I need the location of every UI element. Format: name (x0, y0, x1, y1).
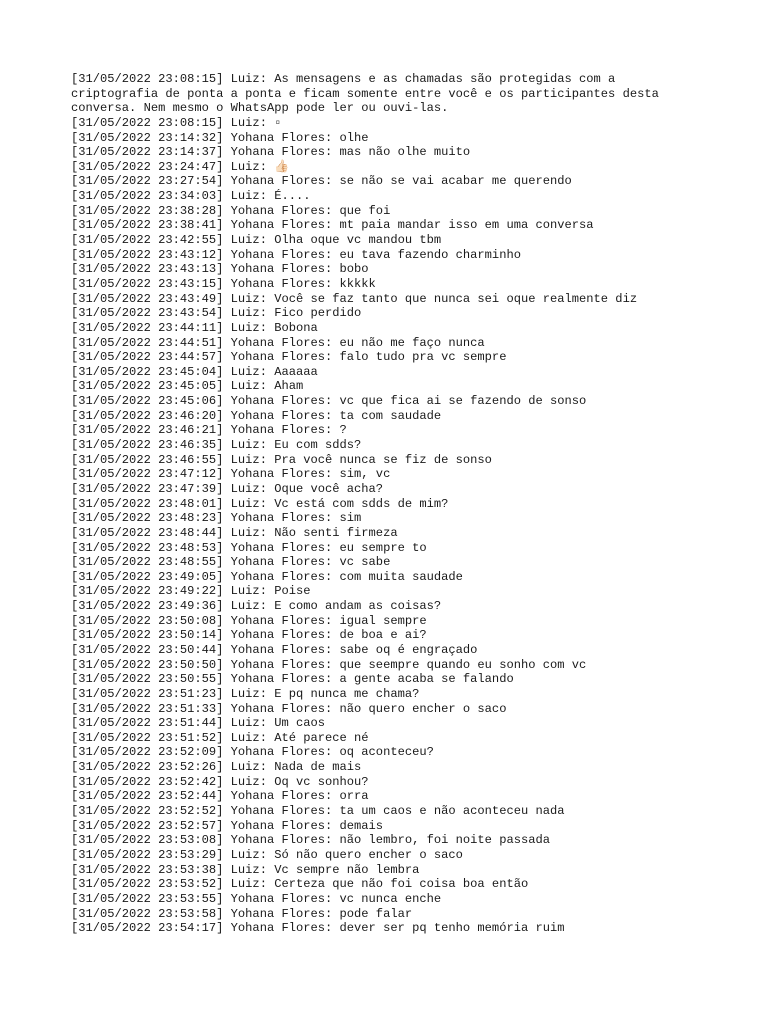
transcript-line: [31/05/2022 23:14:37] Yohana Flores: mas não olhe muito (71, 145, 471, 160)
transcript-line: [31/05/2022 23:27:54] Yohana Flores: se não se vai acabar me querendo (71, 174, 572, 189)
transcript-line: [31/05/2022 23:08:15] Luiz: ▫ (71, 115, 282, 130)
transcript-line: [31/05/2022 23:52:26] Luiz: Nada de mais (71, 760, 362, 775)
transcript-line: [31/05/2022 23:49:36] Luiz: E como andam as coisas? (71, 599, 442, 614)
transcript-line: [31/05/2022 23:52:09] Yohana Flores: oq aconteceu? (71, 745, 434, 760)
transcript-line: [31/05/2022 23:48:44] Luiz: Não senti firmeza (71, 525, 398, 540)
transcript-line: [31/05/2022 23:50:08] Yohana Flores: igual sempre (71, 613, 427, 628)
transcript-line: [31/05/2022 23:45:04] Luiz: Aaaaaa (71, 364, 318, 379)
transcript-line: [31/05/2022 23:50:50] Yohana Flores: que seempre quando eu sonho com vc (71, 657, 587, 672)
transcript-line: [31/05/2022 23:44:51] Yohana Flores: eu não me faço nunca (71, 335, 485, 350)
transcript-line: [31/05/2022 23:50:55] Yohana Flores: a gente acaba se falando (71, 672, 514, 687)
transcript-line: [31/05/2022 23:51:52] Luiz: Até parece né (71, 730, 369, 745)
transcript-line: [31/05/2022 23:43:49] Luiz: Você se faz tanto que nunca sei oque realmente diz (71, 291, 638, 306)
transcript-line: [31/05/2022 23:43:12] Yohana Flores: eu tava fazendo charminho (71, 247, 521, 262)
transcript-line: [31/05/2022 23:42:55] Luiz: Olha oque vc mandou tbm (71, 233, 442, 248)
transcript-line: [31/05/2022 23:14:32] Yohana Flores: olhe (71, 130, 369, 145)
transcript-line: [31/05/2022 23:51:23] Luiz: E pq nunca me chama? (71, 686, 420, 701)
transcript-line: [31/05/2022 23:53:38] Luiz: Vc sempre não lembra (71, 862, 420, 877)
transcript-line: [31/05/2022 23:08:15] Luiz: As mensagens e as chamadas são protegidas com a (71, 72, 616, 86)
chat-transcript (71, 72, 751, 936)
transcript-line: [31/05/2022 23:48:23] Yohana Flores: sim (71, 511, 362, 526)
transcript-line: [31/05/2022 23:53:58] Yohana Flores: pode falar (71, 906, 413, 921)
transcript-line: [31/05/2022 23:53:08] Yohana Flores: não lembro, foi noite passada (71, 833, 550, 848)
transcript-line: [31/05/2022 23:45:06] Yohana Flores: vc que fica ai se fazendo de sonso (71, 394, 587, 409)
transcript-line: [31/05/2022 23:50:14] Yohana Flores: de boa e ai? (71, 628, 427, 643)
transcript-line: [31/05/2022 23:46:20] Yohana Flores: ta com saudade (71, 408, 442, 423)
transcript-line: [31/05/2022 23:50:44] Yohana Flores: sabe oq é engraçado (71, 642, 478, 657)
transcript-line: [31/05/2022 23:49:22] Luiz: Poise (71, 584, 311, 599)
transcript-line: criptografia de ponta a ponta e ficam somente entre você e os participantes desta (71, 86, 659, 101)
transcript-line: [31/05/2022 23:48:53] Yohana Flores: eu sempre to (71, 540, 427, 555)
transcript-line: [31/05/2022 23:52:52] Yohana Flores: ta um caos e não aconteceu nada (71, 804, 565, 819)
transcript-line: [31/05/2022 23:45:05] Luiz: Aham (71, 379, 304, 394)
transcript-line: [31/05/2022 23:24:47] Luiz: 👍🏻 (71, 159, 290, 174)
transcript-line: [31/05/2022 23:44:11] Luiz: Bobona (71, 320, 318, 335)
transcript-line: [31/05/2022 23:54:17] Yohana Flores: dever ser pq tenho memória ruim (71, 921, 565, 936)
transcript-line: [31/05/2022 23:53:29] Luiz: Só não quero encher o saco (71, 847, 463, 862)
transcript-line: [31/05/2022 23:52:57] Yohana Flores: demais (71, 818, 384, 833)
transcript-line: [31/05/2022 23:53:55] Yohana Flores: vc nunca enche (71, 891, 442, 906)
transcript-line: [31/05/2022 23:43:54] Luiz: Fico perdido (71, 306, 362, 321)
transcript-line: [31/05/2022 23:51:44] Luiz: Um caos (71, 716, 326, 731)
transcript-line: [31/05/2022 23:48:01] Luiz: Vc está com sdds de mim? (71, 496, 449, 511)
transcript-line: [31/05/2022 23:43:15] Yohana Flores: kkkkk (71, 276, 376, 291)
transcript-line: [31/05/2022 23:46:35] Luiz: Eu com sdds? (71, 438, 362, 453)
transcript-line: [31/05/2022 23:43:13] Yohana Flores: bobo (71, 262, 369, 277)
transcript-line: [31/05/2022 23:34:03] Luiz: É.... (71, 189, 311, 204)
transcript-line: [31/05/2022 23:52:42] Luiz: Oq vc sonhou? (71, 774, 369, 789)
transcript-line: [31/05/2022 23:44:57] Yohana Flores: falo tudo pra vc sempre (71, 350, 507, 365)
transcript-line: [31/05/2022 23:48:55] Yohana Flores: vc sabe (71, 555, 391, 570)
transcript-line: [31/05/2022 23:52:44] Yohana Flores: orra (71, 789, 369, 804)
transcript-line: [31/05/2022 23:46:55] Luiz: Pra você nunca se fiz de sonso (71, 452, 492, 467)
transcript-line: [31/05/2022 23:47:12] Yohana Flores: sim, vc (71, 467, 391, 482)
transcript-line: [31/05/2022 23:46:21] Yohana Flores: ? (71, 423, 347, 438)
transcript-line: [31/05/2022 23:38:28] Yohana Flores: que foi (71, 203, 391, 218)
transcript-line: conversa. Nem mesmo o WhatsApp pode ler ou ouvi-las. (71, 101, 449, 116)
transcript-line: [31/05/2022 23:51:33] Yohana Flores: não quero encher o saco (71, 701, 507, 716)
transcript-line: [31/05/2022 23:53:52] Luiz: Certeza que não foi coisa boa então (71, 877, 529, 892)
transcript-line: [31/05/2022 23:47:39] Luiz: Oque você acha? (71, 481, 384, 496)
transcript-line: [31/05/2022 23:38:41] Yohana Flores: mt paia mandar isso em uma conversa (71, 218, 594, 233)
transcript-line: [31/05/2022 23:49:05] Yohana Flores: com muita saudade (71, 569, 463, 584)
